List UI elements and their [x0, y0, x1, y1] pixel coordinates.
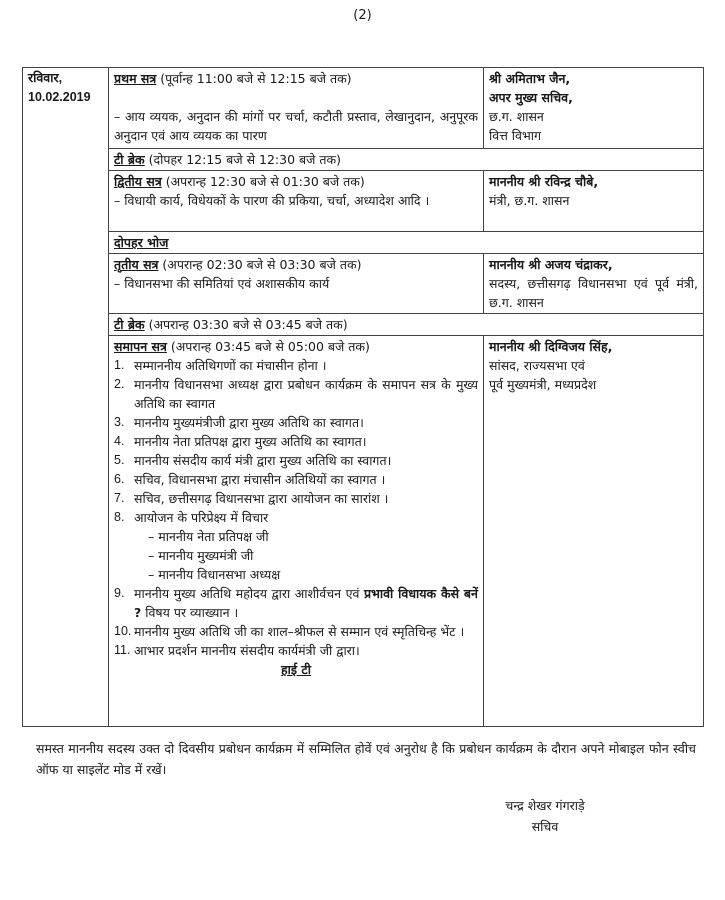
tea1-title: टी ब्रेक — [114, 152, 145, 167]
signatory-designation: सचिव — [531, 819, 559, 834]
list-item: 8. आयोजन के परिप्रेक्ष्य में विचार — [114, 510, 269, 525]
session3-title: तृतीय सत्र — [114, 257, 159, 272]
session1-title: प्रथम सत्र — [114, 71, 157, 86]
speaker-dept: छ.ग. शासन — [489, 109, 544, 124]
session1-time: (पूर्वान्ह 11:00 बजे से 12:15 बजे तक) — [156, 71, 352, 86]
speaker-title: पूर्व मुख्यमंत्री, मध्यप्रदेश — [489, 377, 597, 392]
session3-desc: – विधानसभा की समितियां एवं अशासकीय कार्य — [114, 276, 330, 291]
list-item: 3. माननीय मुख्यमंत्रीजी द्वारा मुख्य अतिथि का स्वागत। — [114, 415, 364, 430]
closing-cell — [109, 336, 484, 727]
tea-break-row — [23, 314, 704, 336]
list-item: 4. माननीय नेता प्रतिपक्ष द्वारा मुख्य अतिथि का स्वागत। — [114, 434, 367, 449]
speaker-name: माननीय श्री रविन्द्र चौबे, — [489, 174, 599, 189]
list-item: 9. माननीय मुख्य अतिथि महोदय द्वारा आशीर्वचन एवं प्रभावी विधायक कैसे बनें ? विषय पर व्याख्यान । — [114, 586, 478, 620]
tea1-time: (दोपहर 12:15 बजे से 12:30 बजे तक) — [144, 152, 341, 167]
closing-row — [23, 336, 704, 727]
session3-speaker — [484, 254, 704, 314]
closing-title: समापन सत्र — [114, 339, 167, 354]
session2-row — [23, 171, 704, 232]
sub-item: – माननीय मुख्यमंत्री जी — [148, 548, 254, 563]
session1-cell — [109, 68, 484, 149]
list-item: 2. माननीय विधानसभा अध्यक्ष द्वारा प्रबोधन कार्यक्रम के समापन सत्र के मुख्य अतिथि का स्वागत — [114, 377, 478, 411]
list-item: 10. माननीय मुख्य अतिथि जी का शाल–श्रीफल से सम्मान एवं स्मृतिचिन्ह भेंट । — [114, 624, 465, 639]
speaker-title: मंत्री, छ.ग. शासन — [489, 193, 570, 208]
list-item: 6. सचिव, विधानसभा द्वारा मंचासीन अतिथियों का स्वागत । — [114, 472, 386, 487]
list-item: 5. माननीय संसदीय कार्य मंत्री द्वारा मुख्य अतिथि का स्वागत। — [114, 453, 392, 468]
closing-time: (अपरान्ह 03:45 बजे से 05:00 बजे तक) — [166, 339, 370, 354]
session2-cell — [109, 171, 484, 232]
speaker-name: श्री अमिताभ जैन, — [489, 71, 571, 86]
day-label: रविवार, — [28, 71, 63, 85]
high-tea: हाई टी — [281, 662, 311, 677]
signatory-name: चन्द्र शेखर गंगराड़े — [505, 798, 585, 813]
tea-break-row — [23, 149, 704, 171]
instruction-note: समस्त माननीय सदस्य उक्त दो दिवसीय प्रबोधन कार्यक्रम में सम्मिलित होवें एवं अनुरोध है कि प्रबोधन कार्यक्रम के दौरान अपने मोबाइल फोन स्वीच ऑफ या साइलेंट मोड में रखें। — [36, 741, 696, 777]
sub-item: – माननीय विधानसभा अध्यक्ष — [148, 567, 281, 582]
lunch-title: दोपहर भोज — [114, 235, 169, 250]
sub-item: – माननीय नेता प्रतिपक्ष जी — [148, 529, 269, 544]
session3-time: (अपरान्ह 02:30 बजे से 03:30 बजे तक) — [158, 257, 362, 272]
tea2-title: टी ब्रेक — [114, 317, 145, 332]
speaker-dept: वित्त विभाग — [489, 128, 542, 143]
tea2-time: (अपरान्ह 03:30 बजे से 03:45 बजे तक) — [144, 317, 348, 332]
speaker-name: माननीय श्री अजय चंद्राकर, — [489, 257, 613, 272]
speaker-name: माननीय श्री दिग्विजय सिंह, — [489, 339, 613, 354]
date-cell — [23, 68, 109, 727]
speaker-title: अपर मुख्य सचिव, — [489, 90, 573, 105]
lunch-row — [23, 232, 704, 254]
page-number: (2) — [353, 8, 372, 23]
closing-items — [114, 356, 478, 527]
session3-row — [23, 254, 704, 314]
session1-row — [23, 68, 704, 149]
session2-title: द्वितीय सत्र — [114, 174, 162, 189]
session3-cell — [109, 254, 484, 314]
speaker-title: सदस्य, छत्तीसगढ़ विधानसभा एवं पूर्व मंत्री, छ.ग. शासन — [489, 276, 698, 310]
list-item: 11. आभार प्रदर्शन माननीय संसदीय कार्यमंत्री जी द्वारा। — [114, 643, 360, 658]
speaker-title: सांसद, राज्यसभा एवं — [489, 358, 585, 373]
date-label: 10.02.2019 — [28, 90, 91, 104]
session1-speaker — [484, 68, 704, 149]
session2-desc: – विधायी कार्य, विधेयकों के पारण की प्रकिया, चर्चा, अध्यादेश आदि । — [114, 193, 430, 208]
session2-time: (अपरान्ह 12:30 बजे से 01:30 बजे तक) — [161, 174, 365, 189]
list-item: 7. सचिव, छत्तीसगढ़ विधानसभा द्वारा आयोजन का सारांश । — [114, 491, 389, 506]
session1-desc: – आय व्ययक, अनुदान की मांगों पर चर्चा, कटौती प्रस्ताव, लेखानुदान, अनुपूरक अनुदान एवं आय व्ययक का पारण — [114, 109, 478, 143]
session2-speaker — [484, 171, 704, 232]
schedule-table — [22, 67, 704, 727]
closing-speaker — [484, 336, 704, 727]
list-item: 1. सम्माननीय अतिथिगणों का मंचासीन होना । — [114, 358, 327, 373]
signature-block — [470, 795, 620, 837]
lecture-topic: प्रभावी विधायक कैसे बनें ? — [134, 586, 478, 620]
